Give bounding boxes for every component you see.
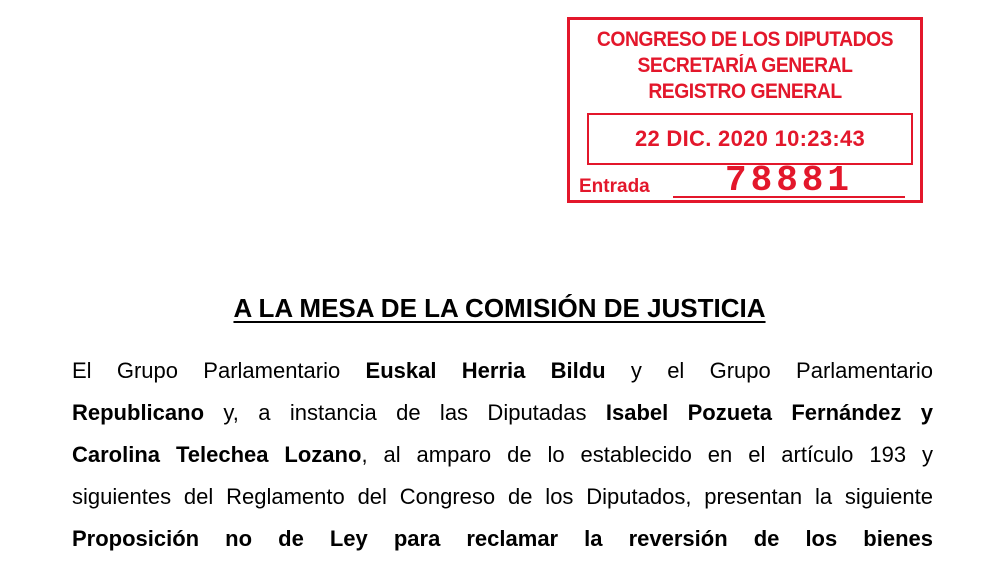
body-text-bold: Euskal Herria Bildu	[365, 358, 606, 383]
body-text: y el Grupo Parlamentario	[605, 358, 933, 383]
body-text-bold: Carolina Telechea Lozano	[72, 442, 362, 467]
stamp-institution: CONGRESO DE LOS DIPUTADOS	[596, 28, 894, 51]
stamp-secretariat: SECRETARÍA GENERAL	[637, 54, 853, 77]
body-line	[72, 476, 933, 518]
stamp-entry-label: Entrada	[579, 176, 650, 197]
body-line	[72, 350, 933, 392]
stamp-entry-number: 78881	[724, 160, 854, 201]
body-text-bold: Republicano	[72, 400, 205, 425]
stamp-date: 22 DIC. 2020 10:23:43	[587, 113, 913, 165]
body-text: , al amparo de lo establecido en el artículo 193 y	[361, 442, 933, 467]
body-text-bold: Proposición no de Ley para reclamar la reversión de los bienes	[72, 526, 933, 551]
body-text: siguientes del Reglamento del Congreso de los Diputados, presentan la siguiente	[72, 484, 933, 509]
body-text: El Grupo Parlamentario	[72, 358, 366, 383]
body-line	[72, 434, 933, 476]
stamp-registry: REGISTRO GENERAL	[648, 80, 842, 103]
body-line	[72, 392, 933, 434]
registry-stamp	[567, 17, 923, 203]
body-text: y, a instancia de las Diputadas	[204, 400, 606, 425]
body-line	[72, 518, 933, 560]
document-heading: A LA MESA DE LA COMISIÓN DE JUSTICIA	[233, 293, 766, 323]
document-body	[72, 350, 933, 560]
body-text-bold: Isabel Pozueta Fernández y	[605, 400, 933, 425]
